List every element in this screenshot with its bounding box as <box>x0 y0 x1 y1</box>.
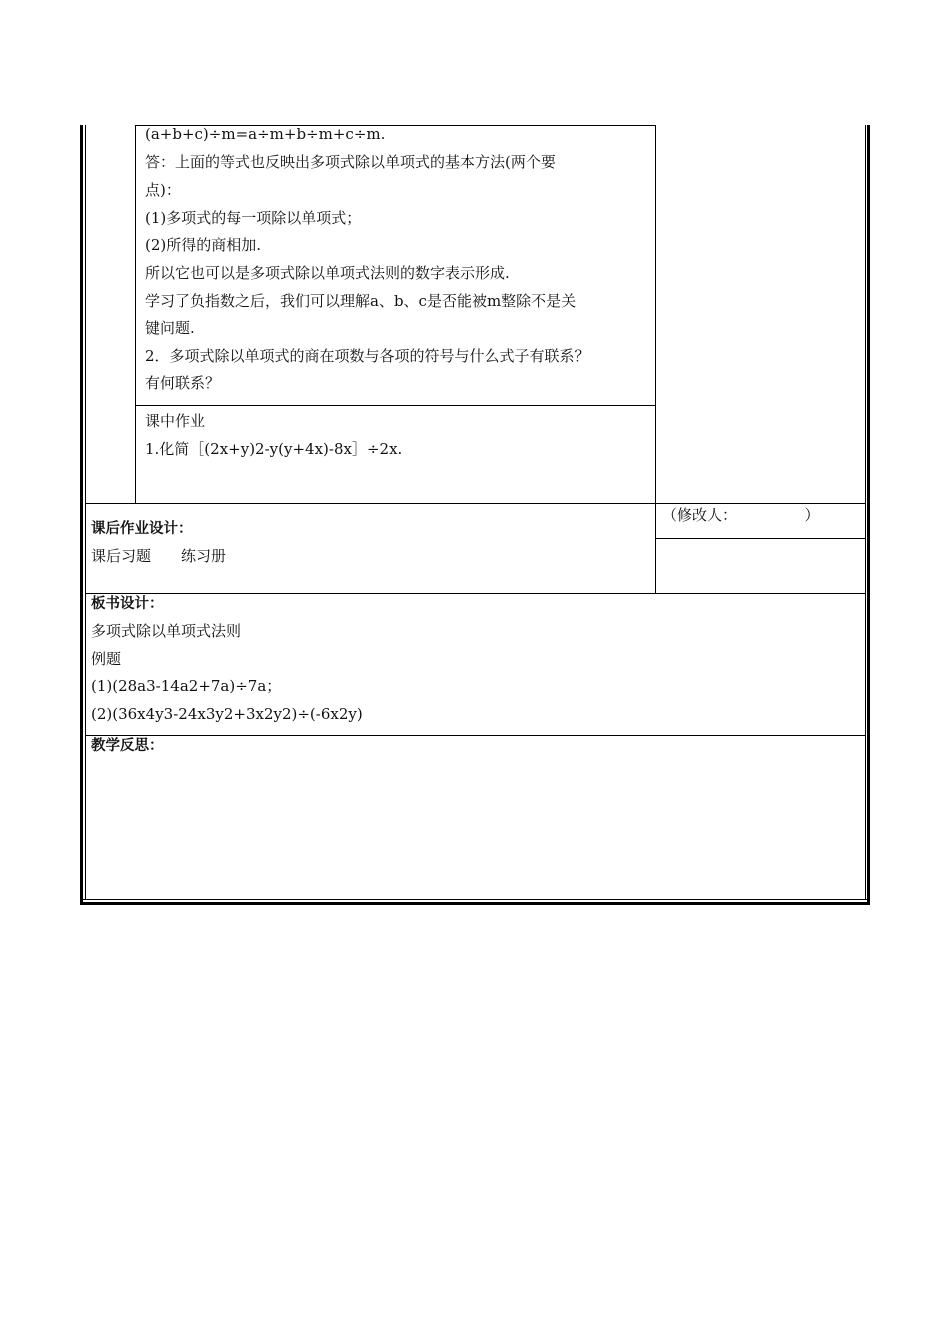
board-design-heading: 板书设计： <box>91 596 164 612</box>
left-column-divider <box>135 125 136 503</box>
outer-border-bottom <box>80 899 870 900</box>
conclusion-line: 所以它也可以是多项式除以单项式法则的数字表示形成. <box>145 264 510 282</box>
inner-border-left <box>85 125 86 900</box>
inner-border-right <box>865 125 866 900</box>
method-point-2: (2)所得的商相加. <box>145 236 262 254</box>
note-line-2: 键问题. <box>145 319 195 337</box>
process-classwork-divider <box>135 405 656 406</box>
reflection-top-divider <box>85 735 866 736</box>
reflection-heading: 教学反思： <box>91 738 164 754</box>
question-line-2: 有何联系？ <box>145 374 221 392</box>
classwork-item-1: 1.化简［(2x+y)2-y(y+4x)-8x］÷2x. <box>145 440 403 458</box>
example-label: 例题 <box>91 650 122 668</box>
answer-line-2: 点)： <box>145 181 181 199</box>
classwork-heading: 课中作业 <box>145 412 206 430</box>
homework-content: 课后习题 练习册 <box>91 547 227 565</box>
board-rule: 多项式除以单项式法则 <box>91 622 242 640</box>
board-top-divider <box>85 593 866 594</box>
outer-border-right <box>867 125 870 905</box>
reviser-label: （修改人： ） <box>662 506 820 524</box>
example-1: (1)(28a3-14a2+7a)÷7a； <box>91 677 282 695</box>
formula-line: (a+b+c)÷m=a÷m+b÷m+c÷m. <box>145 125 386 143</box>
homework-heading: 课后作业设计： <box>91 521 193 537</box>
reviser-divider <box>655 538 866 539</box>
outer-border-left <box>80 125 83 905</box>
outer-border-bottom-thick <box>80 902 870 905</box>
note-line-1: 学习了负指数之后，我们可以理解a、b、c是否能被m整除不是关 <box>145 292 577 310</box>
right-column-divider <box>655 125 656 593</box>
method-point-1: (1)多项式的每一项除以单项式； <box>145 209 362 227</box>
question-line-1: 2．多项式除以单项式的商在项数与各项的符号与什么式子有联系？ <box>145 347 590 365</box>
example-2: (2)(36x4y3-24x3y2+3x2y2)÷(-6x2y) <box>91 705 363 723</box>
answer-line-1: 答：上面的等式也反映出多项式除以单项式的基本方法(两个要 <box>145 153 556 171</box>
